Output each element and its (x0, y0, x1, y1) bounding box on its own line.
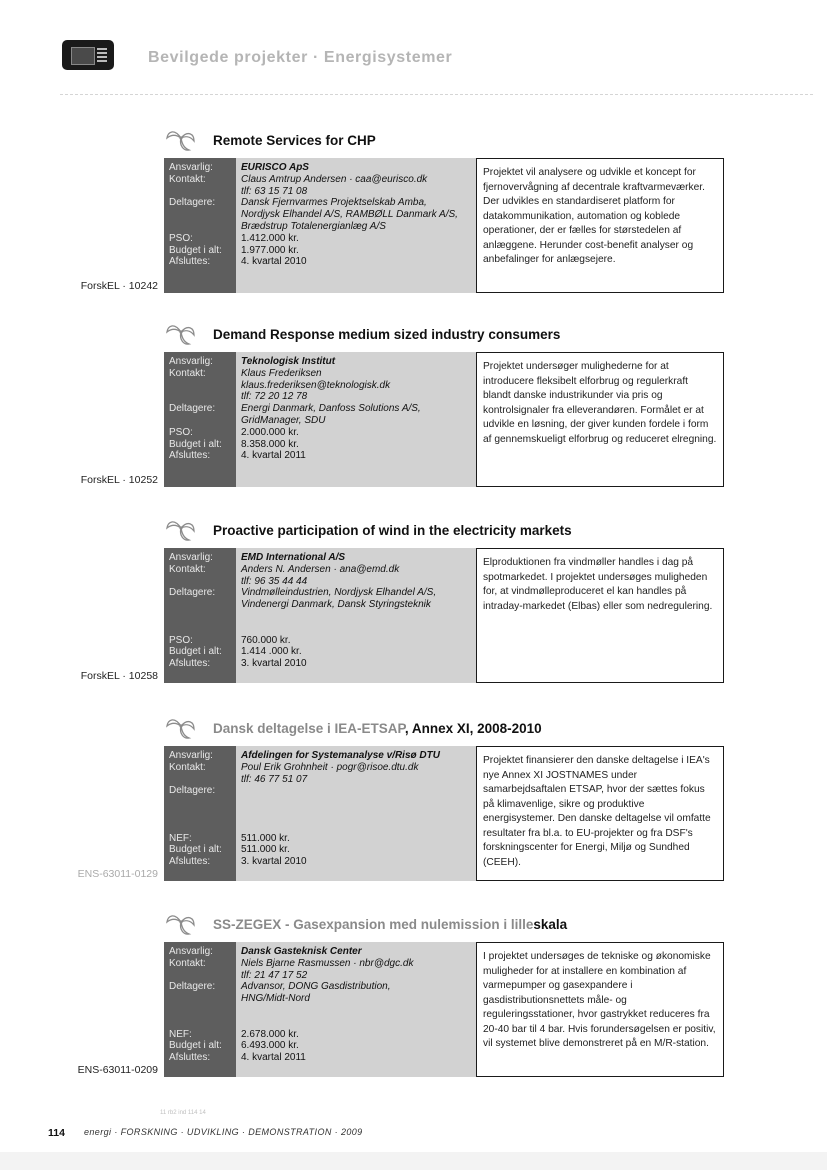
funding-amount: 2.000.000 kr. (241, 426, 299, 438)
responsible-org: Dansk Gasteknisk Center (241, 946, 362, 957)
project-description: Elproduktionen fra vindmøller handles i dag på spotmarkedet. I projektet undersøges muligheden for, at vindmølleproduceret el kan handles på intraday-markedet (Elbas) eller som nedregulering. (476, 548, 724, 683)
participant-line: Vindmølleindustrien, Nordjysk Elhandel A/S, (241, 587, 437, 599)
label-deltagere: Deltagere: (169, 785, 216, 797)
label-column (164, 352, 236, 487)
contact-person: Claus Amtrup Andersen · caa@eurisco.dk (241, 173, 428, 185)
label-end: Afsluttes: (169, 1052, 211, 1064)
label-deltagere: Deltagere: (169, 403, 216, 415)
label-budget: Budget i alt: (169, 844, 222, 856)
label-deltagere: Deltagere: (169, 981, 216, 993)
project-reference: ForskEL · 10252 (80, 474, 158, 486)
label-deltagere: Deltagere: (169, 197, 216, 209)
budget-total: 6.493.000 kr. (241, 1040, 299, 1052)
project-title (213, 917, 567, 932)
label-kontakt: Kontakt: (169, 761, 206, 773)
end-date: 3. kvartal 2010 (241, 658, 307, 670)
project-block (0, 318, 827, 493)
project-block (0, 712, 827, 887)
label-column (164, 158, 236, 293)
label-ansvarlig: Ansvarlig: (169, 552, 213, 563)
label-budget: Budget i alt: (169, 244, 222, 256)
contact-phone: tlf: 63 15 71 08 (241, 185, 308, 197)
contact-phone: tlf: 21 47 17 52 (241, 969, 308, 981)
header-divider (60, 94, 813, 95)
budget-total: 1.414 .000 kr. (241, 646, 302, 658)
end-date: 4. kvartal 2011 (241, 450, 306, 462)
project-reference: ForskEL · 10242 (80, 280, 158, 292)
funding-amount: 511.000 kr. (241, 832, 290, 844)
label-kontakt: Kontakt: (169, 957, 206, 969)
end-date: 4. kvartal 2011 (241, 1052, 306, 1064)
project-block (0, 908, 827, 1083)
participant-line: HNG/Midt-Nord (241, 993, 310, 1005)
label-ansvarlig: Ansvarlig: (169, 946, 213, 957)
label-ansvarlig: Ansvarlig: (169, 356, 213, 367)
contact-phone: tlf: 46 77 51 07 (241, 773, 308, 785)
project-reference: ForskEL · 10258 (80, 670, 158, 682)
budget-total: 1.977.000 kr. (241, 244, 299, 256)
responsible-org: Teknologisk Institut (241, 356, 336, 367)
project-title-dark: skala (533, 917, 568, 932)
label-budget: Budget i alt: (169, 1040, 222, 1052)
label-budget: Budget i alt: (169, 438, 222, 450)
info-column (236, 746, 476, 881)
label-end: Afsluttes: (169, 856, 211, 868)
label-end: Afsluttes: (169, 658, 211, 670)
project-reference: ENS-63011-0129 (77, 868, 158, 880)
project-reference: ENS-63011-0209 (77, 1064, 158, 1076)
project-description: Projektet vil analysere og udvikle et koncept for fjernovervågning af decentrale kraftvarmeværker. Der udvikles en standardiseret platform for datakommunikation, automation og koblede operationer, der er fælles for størstedelen af anlæggene. Herunder cost-benefit analyser og anbefalinger for anlægsejere. (476, 158, 724, 293)
print-mark: 11 rb2 ind 114 14 (160, 1110, 206, 1116)
funding-amount: 760.000 kr. (241, 634, 291, 646)
info-column (236, 352, 476, 487)
participant-line: Vindenergi Danmark, Dansk Styringsteknik (241, 599, 431, 611)
project-title-light: SS-ZEGEX - Gasexpansion med nulemission i lille (213, 917, 534, 932)
budget-total: 511.000 kr. (241, 844, 290, 856)
label-ansvarlig: Ansvarlig: (169, 750, 213, 761)
project-block (0, 124, 827, 299)
contact-phone: tlf: 72 20 12 78 (241, 391, 308, 403)
end-date: 3. kvartal 2010 (241, 856, 307, 868)
project-title-dark: , Annex XI, 2008-2010 (404, 721, 542, 736)
label-kontakt: Kontakt: (169, 367, 206, 379)
label-funding: NEF: (169, 1028, 192, 1040)
footer-text: energi · FORSKNING · UDVIKLING · DEMONSTRATION · 2009 (84, 1127, 363, 1137)
participant-line: Dansk Fjernvarmes Projektselskab Amba, (241, 197, 427, 209)
participant-line: GridManager, SDU (241, 415, 326, 426)
participant-line: Brædstrup Totalenergianlæg A/S (241, 221, 386, 232)
project-description: Projektet finansierer den danske deltagelse i IEA's nye Annex XI JOSTNAMES under samarbejdsaftalen ETSAP, hvor der sættes fokus på klimavenlige, sikre og produktive energisystemer. Den danske deltagelse vil omfatte resultater fra bl.a. to EU-projekter og fra DSF's forskningscenter for Energi, Miljø og Sundhed (CEEH). (476, 746, 724, 881)
label-ansvarlig: Ansvarlig: (169, 162, 213, 173)
label-kontakt: Kontakt: (169, 173, 206, 185)
responsible-org: EMD International A/S (241, 552, 346, 563)
label-kontakt: Kontakt: (169, 563, 206, 575)
label-budget: Budget i alt: (169, 646, 222, 658)
project-title: Proactive participation of wind in the electricity markets (213, 523, 572, 538)
label-end: Afsluttes: (169, 256, 211, 268)
info-column (236, 942, 476, 1077)
project-block (0, 514, 827, 689)
label-funding: PSO: (169, 634, 193, 646)
project-title: Remote Services for CHP (213, 133, 376, 148)
responsible-org: Afdelingen for Systemanalyse v/Risø DTU (241, 750, 440, 761)
project-description: Projektet undersøger mulighederne for at introducere fleksibelt elforbrug og regulerkraft blandt danske industrikunder via pris og kontrolsignaler fra elleverandøren. Formålet er at udvikle en løsning, der giver kunden fordele i form af gennemskueligt elforbrug og reduceret elregning. (476, 352, 724, 487)
info-column (236, 548, 476, 683)
funding-amount: 1.412.000 kr. (241, 232, 299, 244)
label-column (164, 548, 236, 683)
project-title (213, 721, 542, 736)
contact-person: Niels Bjarne Rasmussen · nbr@dgc.dk (241, 957, 414, 969)
responsible-org: EURISCO ApS (241, 162, 309, 173)
budget-total: 8.358.000 kr. (241, 438, 299, 450)
label-funding: PSO: (169, 232, 193, 244)
contact-phone: tlf: 96 35 44 44 (241, 575, 308, 587)
project-title-light: Dansk deltagelse i IEA-ETSAP (213, 721, 405, 736)
contact-person: Klaus Frederiksen (241, 367, 322, 379)
contact-person: Poul Erik Grohnheit · pogr@risoe.dtu.dk (241, 761, 419, 773)
page-title: Bevilgede projekter · Energisystemer (148, 49, 453, 66)
monitor-keypad (97, 48, 107, 62)
participant-line: Nordjysk Elhandel A/S, RAMBØLL Danmark A/S, (241, 209, 458, 221)
page-number: 114 (48, 1127, 65, 1139)
project-swirl-icon (164, 124, 198, 152)
label-deltagere: Deltagere: (169, 587, 216, 599)
contact-email: klaus.frederiksen@teknologisk.dk (241, 379, 391, 391)
project-title: Demand Response medium sized industry consumers (213, 327, 561, 342)
label-column (164, 746, 236, 881)
info-column (236, 158, 476, 293)
label-end: Afsluttes: (169, 450, 211, 462)
project-swirl-icon (164, 318, 198, 346)
computer-monitor-icon (62, 40, 114, 70)
project-swirl-icon (164, 712, 198, 740)
monitor-screen (71, 47, 95, 65)
bottom-band (0, 1152, 827, 1170)
project-description: I projektet undersøges de tekniske og økonomiske muligheder for at installere en kombination af varmepumper og gasexpandere i gasdistributionsnettets måle- og reguleringsstationer, hvor gastrykket reduceres fra 20-40 bar til 4 bar. Hvis forundersøgelsen er positiv, vil systemet blive demonstreret på en M/R-station. (476, 942, 724, 1077)
participant-line: Energi Danmark, Danfoss Solutions A/S, (241, 403, 421, 415)
project-swirl-icon (164, 514, 198, 542)
funding-amount: 2.678.000 kr. (241, 1028, 299, 1040)
label-funding: PSO: (169, 426, 193, 438)
label-funding: NEF: (169, 832, 192, 844)
label-column (164, 942, 236, 1077)
participant-line: Advansor, DONG Gasdistribution, (241, 981, 391, 993)
end-date: 4. kvartal 2010 (241, 256, 307, 268)
contact-person: Anders N. Andersen · ana@emd.dk (241, 563, 400, 575)
project-swirl-icon (164, 908, 198, 936)
